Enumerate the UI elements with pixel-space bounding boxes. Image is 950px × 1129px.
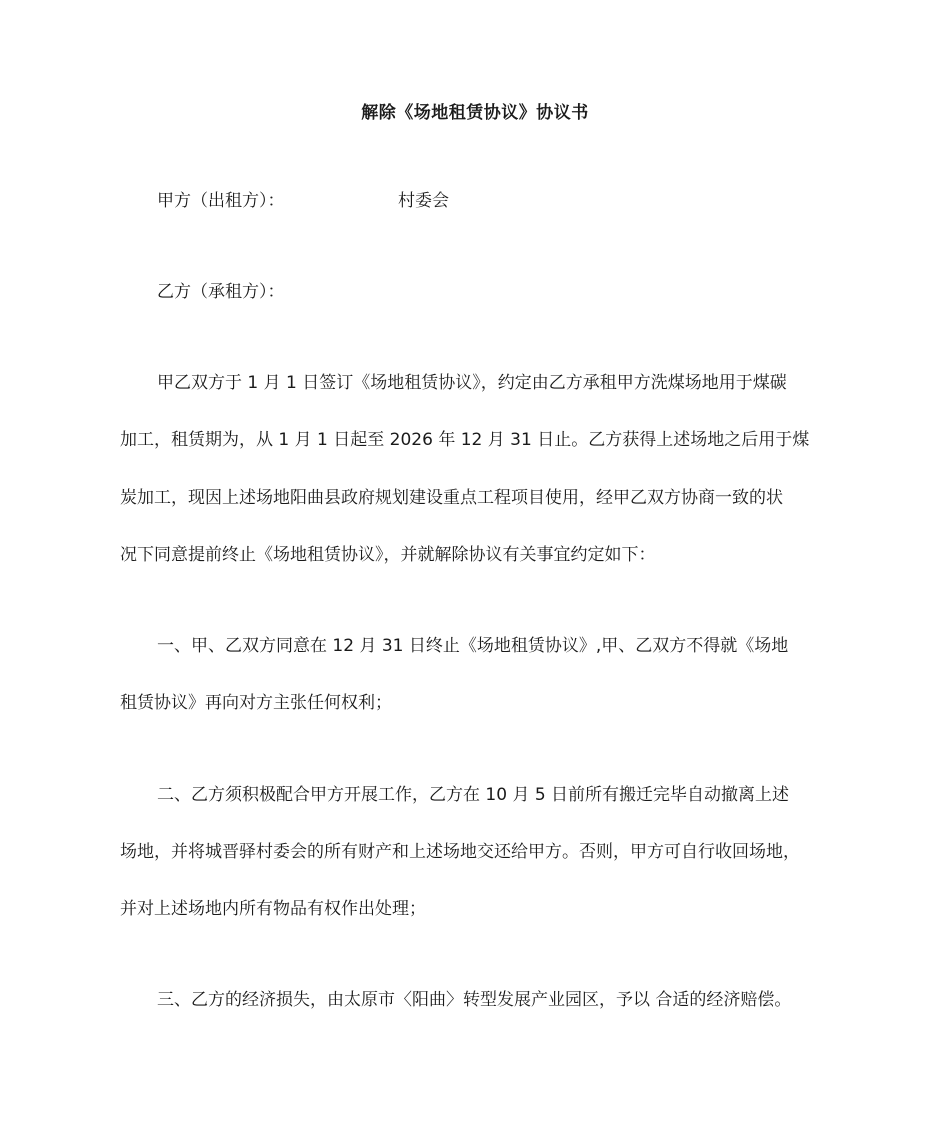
document-title: 解除《场地租赁协议》协议书 [361, 103, 589, 123]
clause-1-line-1: 一、甲、乙双方同意在 12 月 31 日终止《场地租赁协议》,甲、乙双方不得就《场地 [157, 636, 789, 656]
clause-2-line-1: 二、乙方须积极配合甲方开展工作，乙方在 10 月 5 日前所有搬迁完毕自动撤离上述 [157, 785, 790, 805]
clause-2-line-2: 场地，并将城晋驿村委会的所有财产和上述场地交还给甲方。否则，甲方可自行收回场地， [120, 842, 800, 862]
intro-line-3: 炭加工，现因上述场地阳曲县政府规划建设重点工程项目使用，经甲乙双方协商一致的状 [120, 488, 783, 508]
clause-2-line-3: 并对上述场地内所有物品有权作出处理； [120, 899, 426, 919]
intro-line-4: 况下同意提前终止《场地租赁协议》，并就解除协议有关事宜约定如下： [120, 545, 656, 565]
intro-line-1: 甲乙双方于 1 月 1 日签订《场地租赁协议》，约定由乙方承租甲方洗煤场地用于煤碳 [157, 373, 787, 393]
clause-1-line-2: 租赁协议》再向对方主张任何权利； [120, 693, 392, 713]
party-a-name: 村委会 [398, 191, 449, 211]
intro-line-2: 加工，租赁期为，从 1 月 1 日起至 2026 年 12 月 31 日止。乙方获得上述场地之后用于煤 [120, 430, 810, 450]
party-a-label: 甲方（出租方）： [157, 191, 285, 211]
party-b-label: 乙方（承租方）： [157, 282, 285, 302]
clause-3-line-1: 三、乙方的经济损失，由太原市〈阳曲〉转型发展产业园区，予以 合适的经济赔偿。 [157, 990, 792, 1010]
